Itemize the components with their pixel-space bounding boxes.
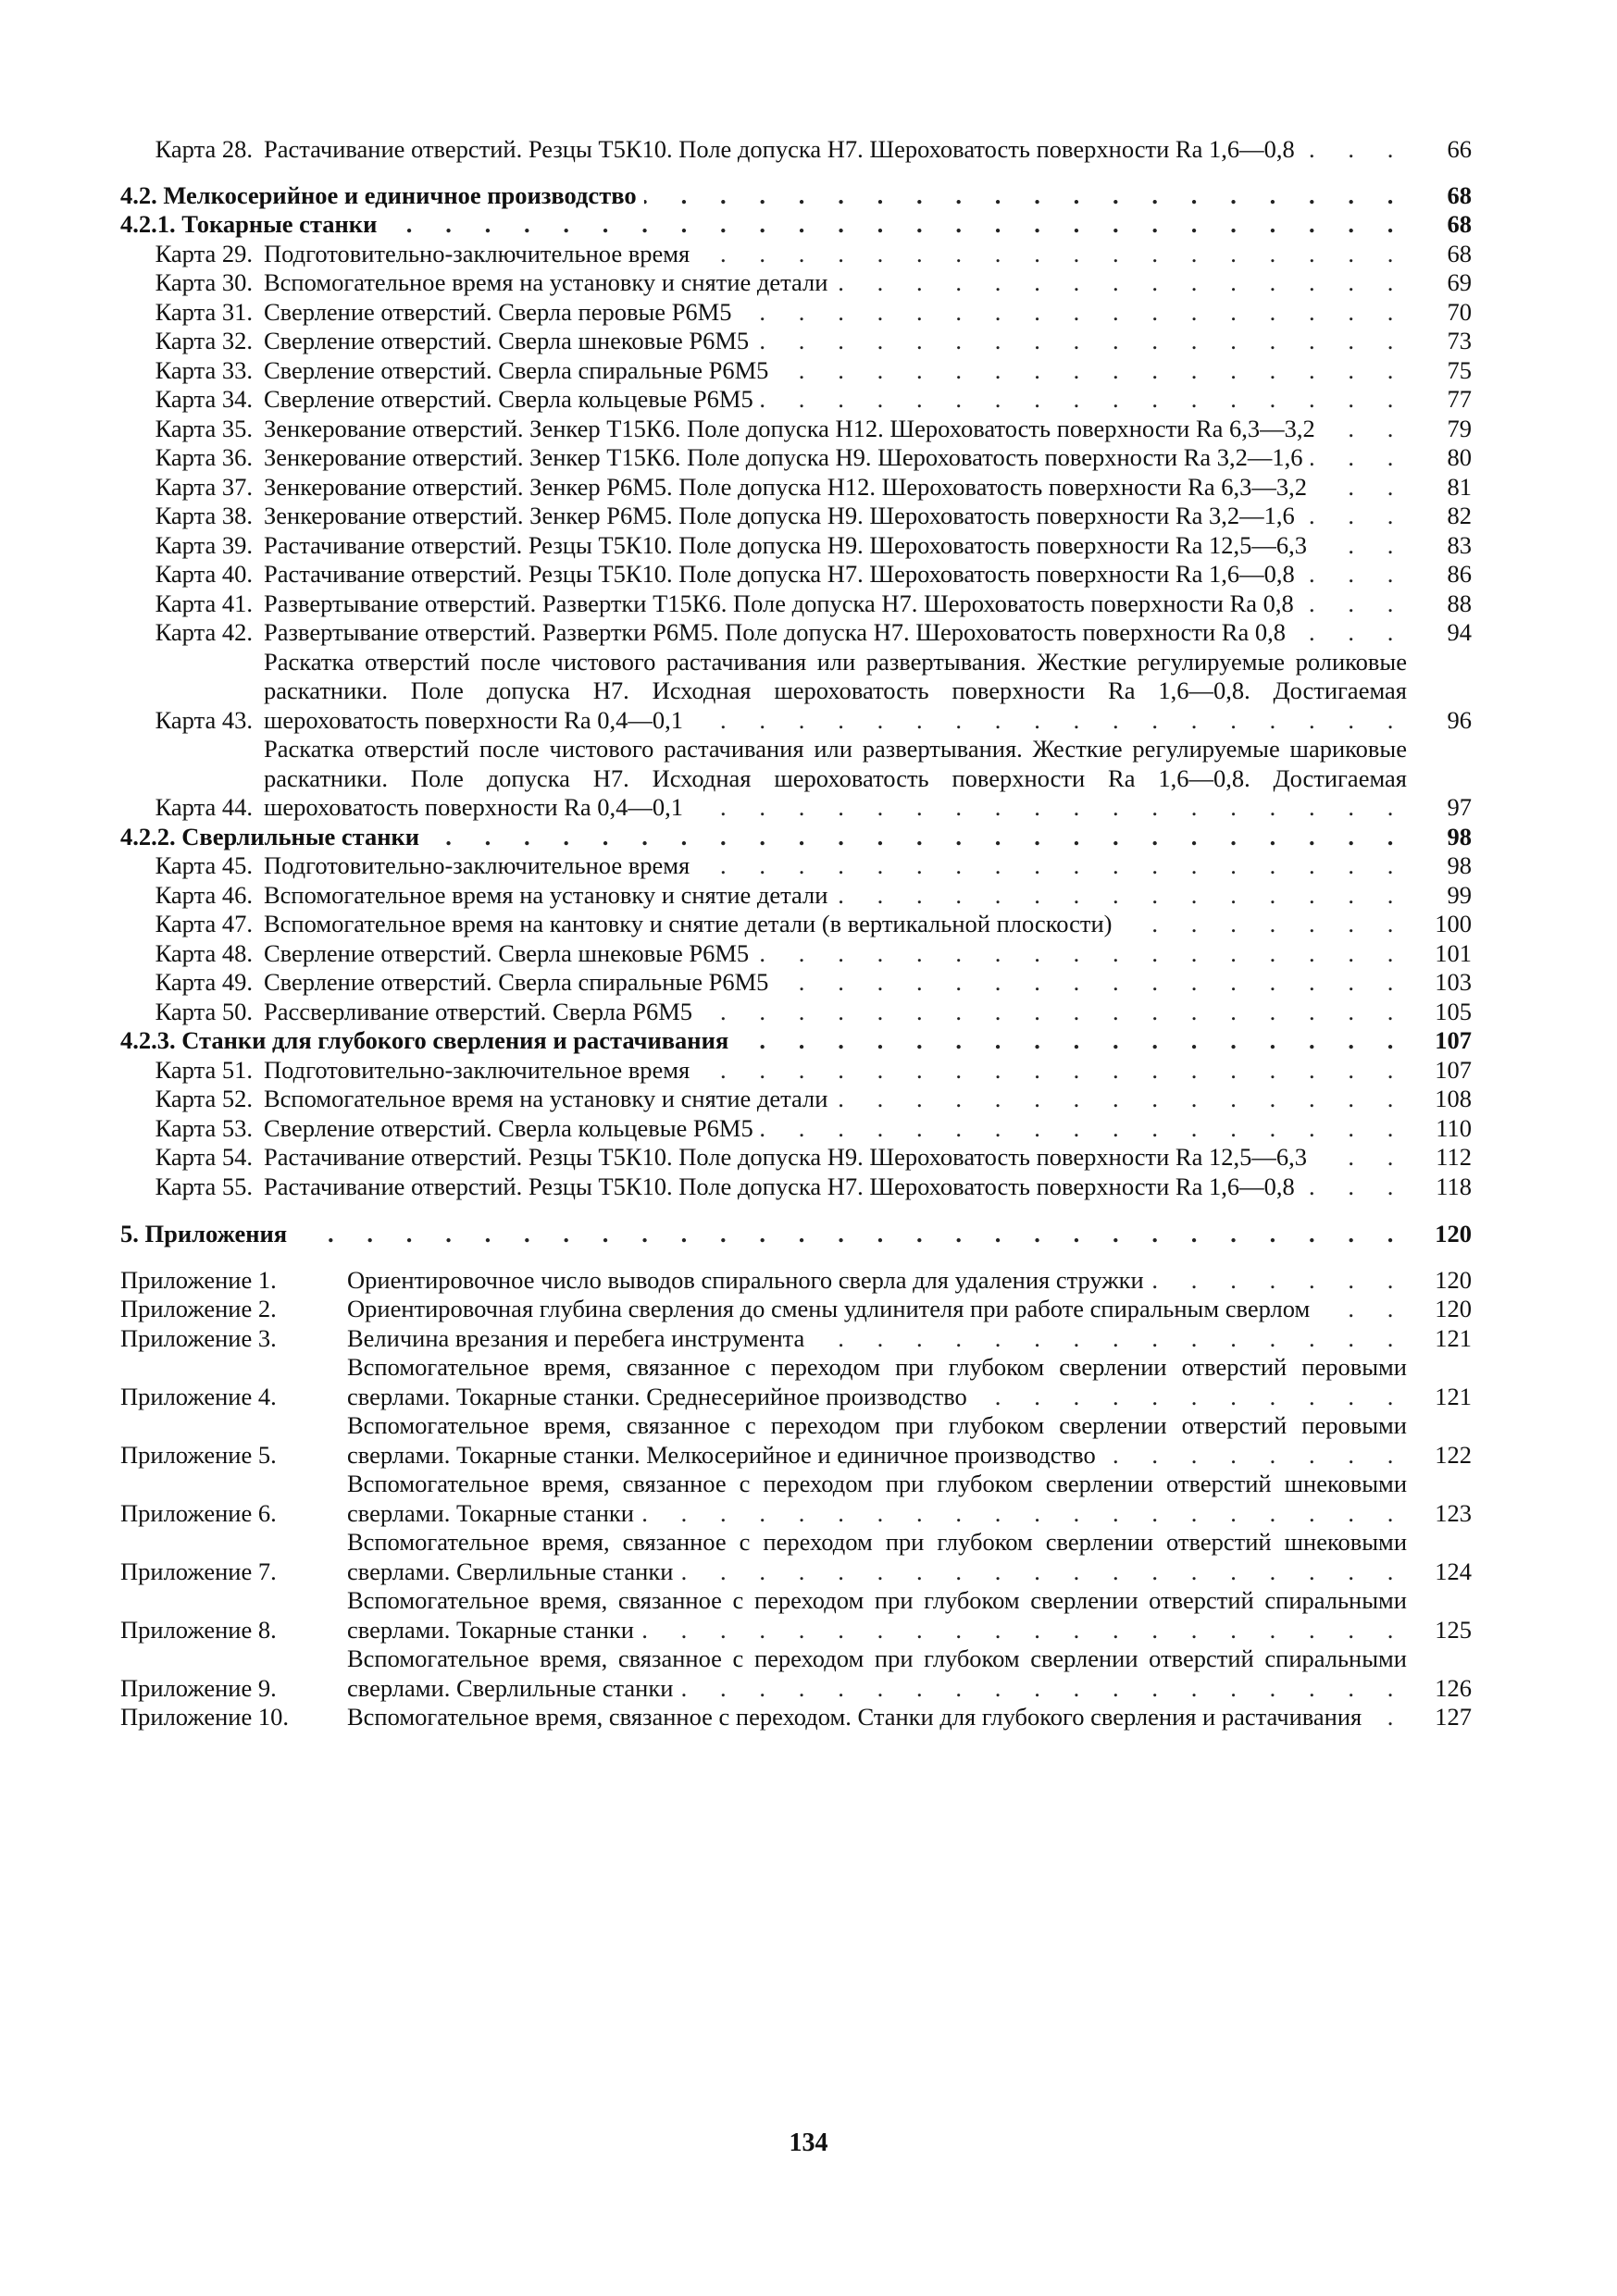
entry-label: Карта 35.: [155, 414, 253, 442]
entry-title-text: Зенкерование отверстий. Зенкер Р6М5. Поле допуска Н12. Шероховатость поверхности Ra 6,3—3,2: [264, 473, 1314, 501]
entry-title-text: Зенкерование отверстий. Зенкер Т15К6. Поле допуска Н9. Шероховатость поверхности Ra 3,2—1,6: [264, 443, 1311, 471]
toc-card-entry: [120, 356, 1472, 386]
entry-title: [347, 1353, 1407, 1411]
entry-label: Карта 48.: [155, 938, 253, 967]
page-ref: 120: [1435, 1220, 1472, 1247]
toc-card-entry: [120, 851, 1472, 881]
entry-title-text: Растачивание отверстий. Резцы Т5К10. Поле допуска Н9. Шероховатость поверхности Ra 12,5—6,3: [264, 531, 1314, 559]
entry-title: [347, 1266, 1407, 1296]
entry-label: Карта 34.: [155, 385, 253, 413]
entry-title-text: Подготовительно-заключительное время: [264, 240, 697, 267]
entry-title-text: Подготовительно-заключительное время: [264, 1056, 697, 1084]
entry-title: [264, 1173, 1407, 1202]
entry-label: Приложение 1.: [120, 1265, 277, 1294]
entry-title-text: Развертывание отверстий. Развертки Р6М5. Поле допуска Н7. Шероховатость поверхности Ra 0,8: [264, 618, 1293, 646]
entry-title: [347, 1470, 1407, 1528]
toc-card-entry: [120, 1056, 1472, 1086]
toc-section-heading: [120, 1220, 1472, 1249]
entry-title: [264, 648, 1407, 736]
section-title: [120, 1220, 1407, 1249]
page-ref: 123: [1435, 1498, 1472, 1527]
toc-card-entry: [120, 415, 1472, 444]
section-title: [120, 181, 1407, 211]
entry-label: Приложение 7.: [120, 1557, 277, 1585]
toc-appendix-entry: [120, 1324, 1472, 1354]
entry-title-text: Вспомогательное время, связанное с переходом при глубоком сверлении отверстий перовыми сверлами. Токарные станки. Мелкосерийное и единичное производство: [347, 1411, 1407, 1469]
page-ref: 105: [1435, 997, 1472, 1025]
entry-title: [264, 240, 1407, 269]
page-ref: 127: [1435, 1703, 1472, 1731]
entry-title-text: Растачивание отверстий. Резцы Т5К10. Поле допуска Н7. Шероховатость поверхности Ra 1,6—0,8: [264, 560, 1302, 588]
entry-title-text: Сверление отверстий. Сверла спиральные Р6М5: [264, 356, 776, 384]
page-ref: 101: [1435, 938, 1472, 967]
entry-label: Карта 55.: [155, 1172, 253, 1200]
page-ref: 66: [1447, 135, 1472, 163]
page-ref: 69: [1447, 268, 1472, 296]
entry-label: Карта 29.: [155, 239, 253, 267]
page-ref: 97: [1447, 793, 1472, 821]
section-title-text: 4.2.3. Станки для глубокого сверления и растачивания: [120, 1026, 736, 1054]
entry-title-text: Вспомогательное время, связанное с переходом при глубоком сверлении отверстий спиральными сверлами. Сверлильные станки: [347, 1644, 1407, 1702]
entry-title-text: Величина врезания и перебега инструмента: [347, 1324, 812, 1352]
entry-label: Карта 32.: [155, 327, 253, 354]
entry-title: [264, 910, 1407, 939]
page-ref: 80: [1447, 443, 1472, 471]
page-ref: 75: [1447, 355, 1472, 384]
entry-title: [264, 415, 1407, 444]
entry-title-text: Зенкерование отверстий. Зенкер Р6М5. Поле допуска Н9. Шероховатость поверхности Ra 3,2—1,6: [264, 502, 1302, 529]
entry-title-text: Развертывание отверстий. Развертки Т15К6. Поле допуска Н7. Шероховатость поверхности Ra 0,8: [264, 590, 1301, 617]
toc-appendix-entry: [120, 1586, 1472, 1644]
entry-title-text: Сверление отверстий. Сверла шнековые Р6М5: [264, 939, 756, 967]
entry-label: Приложение 5.: [120, 1440, 277, 1469]
entry-label: Приложение 9.: [120, 1673, 277, 1702]
toc-card-entry: [120, 939, 1472, 969]
toc-card-entry: [120, 998, 1472, 1027]
page-ref: 94: [1447, 618, 1472, 646]
toc-appendix-entry: [120, 1266, 1472, 1296]
entry-title: [264, 268, 1407, 298]
entry-title: [264, 590, 1407, 619]
page-ref: 68: [1447, 180, 1472, 209]
toc-section-heading: [120, 1026, 1472, 1056]
entry-title: [264, 135, 1407, 165]
page-ref: 110: [1436, 1113, 1472, 1142]
page-ref: 86: [1447, 560, 1472, 588]
section-title-text: 5. Приложения: [120, 1220, 294, 1247]
page-ref: 68: [1447, 239, 1472, 267]
toc-card-entry: [120, 968, 1472, 998]
section-title-text: 4.2.1. Токарные станки: [120, 210, 384, 238]
page-ref: 124: [1435, 1557, 1472, 1585]
page-ref: 96: [1447, 705, 1472, 734]
page-ref: 73: [1447, 327, 1472, 354]
entry-title: [264, 502, 1407, 531]
entry-title-text: Вспомогательное время, связанное с переходом при глубоком сверлении отверстий шнековыми сверлами. Сверлильные станки: [347, 1528, 1407, 1585]
entry-title: [264, 735, 1407, 823]
entry-title-text: Растачивание отверстий. Резцы Т5К10. Поле допуска Н7. Шероховатость поверхности Ra 1,6—0,8: [264, 1173, 1302, 1200]
toc-appendix-entry: [120, 1703, 1472, 1732]
toc-appendix-entry: [120, 1470, 1472, 1528]
toc-card-entry: [120, 268, 1472, 298]
toc-appendix-entry: [120, 1295, 1472, 1324]
entry-label: Карта 31.: [155, 297, 253, 326]
entry-title: [264, 851, 1407, 881]
entry-title-text: Ориентировочная глубина сверления до смены удлинителя при работе спиральным сверлом: [347, 1295, 1317, 1322]
entry-label: Карта 28.: [155, 135, 253, 163]
entry-title-text: Рассверливание отверстий. Сверла Р6М5: [264, 998, 700, 1025]
entry-label: Карта 45.: [155, 851, 253, 879]
entry-title-text: Раскатка отверстий после чистового растачивания или развертывания. Жесткие регулируемые шариковые раскатники. Поле допуска Н7. Исходная шероховатость поверхности Ra 1,6—0,8. Достигаемая шероховатость поверхности Ra 0,4—0,1: [264, 735, 1407, 821]
page-ref: 83: [1447, 530, 1472, 559]
entry-title: [264, 473, 1407, 503]
page-ref: 88: [1447, 589, 1472, 617]
entry-title: [264, 1085, 1407, 1114]
entry-title-text: Ориентировочное число выводов спирального сверла для удаления стружки: [347, 1266, 1151, 1294]
page-ref: 82: [1447, 502, 1472, 529]
page-ref: 103: [1435, 968, 1472, 996]
entry-label: Карта 39.: [155, 530, 253, 559]
page-ref: 68: [1447, 210, 1472, 238]
entry-title-text: Вспомогательное время на установку и снятие детали: [264, 1085, 835, 1112]
entry-label: Карта 50.: [155, 997, 253, 1025]
spacer: [120, 1249, 1472, 1266]
toc-card-entry: [120, 618, 1472, 648]
toc-card-entry: [120, 881, 1472, 911]
section-title: [120, 823, 1407, 852]
spacer: [120, 1201, 1472, 1220]
toc-card-entry: [120, 240, 1472, 269]
section-title: [120, 1026, 1407, 1056]
entry-label: Приложение 3.: [120, 1323, 277, 1352]
entry-label: Карта 38.: [155, 502, 253, 529]
toc-appendix-entry: [120, 1644, 1472, 1703]
entry-title-text: Сверление отверстий. Сверла кольцевые Р6М5: [264, 385, 761, 413]
entry-label: Карта 44.: [155, 793, 253, 821]
page-ref: 107: [1435, 1026, 1472, 1054]
entry-title: [264, 327, 1407, 356]
entry-title: [347, 1528, 1407, 1586]
entry-label: Карта 37.: [155, 472, 253, 501]
entry-title: [264, 298, 1407, 328]
toc-card-entry: [120, 443, 1472, 473]
entry-title-text: Сверление отверстий. Сверла кольцевые Р6М5: [264, 1114, 761, 1142]
page-ref: 121: [1435, 1323, 1472, 1352]
table-of-contents: [120, 135, 1472, 1732]
entry-title-text: Вспомогательное время на кантовку и снятие детали (в вертикальной плоскости): [264, 910, 1119, 937]
section-title-text: 4.2.2. Сверлильные станки: [120, 823, 427, 850]
entry-title-text: Вспомогательное время, связанное с переходом при глубоком сверлении отверстий спиральными сверлами. Токарные станки: [347, 1586, 1407, 1644]
entry-label: Карта 51.: [155, 1055, 253, 1084]
toc-card-entry: [120, 590, 1472, 619]
page-ref: 112: [1436, 1143, 1472, 1171]
entry-title-text: Зенкерование отверстий. Зенкер Т15К6. Поле допуска Н12. Шероховатость поверхности Ra 6,3—3,2: [264, 415, 1323, 442]
entry-label: Карта 49.: [155, 968, 253, 996]
page-ref: 118: [1436, 1172, 1472, 1200]
entry-title-text: Сверление отверстий. Сверла спиральные Р6М5: [264, 968, 776, 996]
entry-title: [347, 1324, 1407, 1354]
toc-appendix-entry: [120, 1411, 1472, 1470]
entry-title-text: Сверление отверстий. Сверла шнековые Р6М5: [264, 327, 756, 354]
entry-label: Приложение 8.: [120, 1615, 277, 1644]
page-ref: 121: [1435, 1382, 1472, 1410]
entry-title: [264, 560, 1407, 590]
toc-card-entry: [120, 735, 1472, 823]
toc-appendix-entry: [120, 1528, 1472, 1586]
page-ref: 108: [1435, 1085, 1472, 1112]
toc-card-entry: [120, 560, 1472, 590]
entry-title-text: Вспомогательное время, связанное с переходом при глубоком сверлении отверстий перовыми сверлами. Токарные станки. Среднесерийное производство: [347, 1353, 1407, 1410]
page-ref: 107: [1435, 1055, 1472, 1084]
entry-title-text: Вспомогательное время на установку и снятие детали: [264, 881, 835, 909]
toc-card-entry: [120, 1114, 1472, 1144]
entry-label: Карта 33.: [155, 355, 253, 384]
page-ref: 98: [1447, 851, 1472, 879]
entry-title: [264, 881, 1407, 911]
entry-title: [347, 1644, 1407, 1703]
entry-title: [264, 1143, 1407, 1173]
entry-title: [347, 1586, 1407, 1644]
entry-title-text: Вспомогательное время, связанное с переходом при глубоком сверлении отверстий шнековыми сверлами. Токарные станки: [347, 1470, 1407, 1527]
page-ref: 99: [1447, 880, 1472, 909]
page-ref: 81: [1447, 472, 1472, 501]
toc-appendix-entry: [120, 1353, 1472, 1411]
entry-title: [347, 1295, 1407, 1324]
entry-title: [264, 385, 1407, 415]
page-ref: 79: [1447, 414, 1472, 442]
page-ref: 120: [1435, 1295, 1472, 1322]
entry-title: [264, 356, 1407, 386]
entry-title: [264, 1056, 1407, 1086]
entry-label: Карта 53.: [155, 1113, 253, 1142]
entry-title: [264, 618, 1407, 648]
entry-title-text: Вспомогательное время на установку и снятие детали: [264, 268, 835, 296]
entry-title-text: Сверление отверстий. Сверла перовые Р6М5: [264, 298, 740, 326]
entry-label: Карта 42.: [155, 618, 253, 646]
entry-label: Приложение 6.: [120, 1498, 277, 1527]
toc-section-heading: [120, 181, 1472, 211]
page-ref: 100: [1435, 910, 1472, 937]
entry-label: Карта 41.: [155, 589, 253, 617]
toc-card-entry: [120, 298, 1472, 328]
entry-label: Карта 54.: [155, 1143, 253, 1171]
entry-title-text: Подготовительно-заключительное время: [264, 851, 697, 879]
entry-label: Карта 52.: [155, 1085, 253, 1112]
section-title: [120, 210, 1407, 240]
toc-section-heading: [120, 210, 1472, 240]
entry-label: Карта 36.: [155, 443, 253, 471]
entry-title-text: Растачивание отверстий. Резцы Т5К10. Поле допуска Н7. Шероховатость поверхности Ra 1,6—0,8: [264, 135, 1302, 163]
entry-label: Приложение 2.: [120, 1295, 277, 1322]
page-number: 134: [789, 2128, 828, 2157]
entry-label: Карта 43.: [155, 705, 253, 734]
entry-title: [264, 531, 1407, 561]
page-ref: 122: [1435, 1440, 1472, 1469]
entry-title: [264, 998, 1407, 1027]
page-ref: 126: [1435, 1673, 1472, 1702]
toc-card-entry: [120, 1085, 1472, 1114]
entry-title: [347, 1703, 1407, 1732]
toc-card-entry: [120, 327, 1472, 356]
entry-label: Приложение 4.: [120, 1382, 277, 1410]
spacer: [120, 165, 1472, 181]
toc-card-entry: [120, 648, 1472, 736]
toc-card-entry: [120, 910, 1472, 939]
entry-label: Карта 47.: [155, 910, 253, 937]
toc-section-heading: [120, 823, 1472, 852]
entry-title: [264, 443, 1407, 473]
entry-title: [347, 1411, 1407, 1470]
page-ref: 98: [1447, 822, 1472, 850]
page-ref: 125: [1435, 1615, 1472, 1644]
section-title-text: 4.2. Мелкосерийное и единичное производство: [120, 181, 644, 209]
toc-card-entry: [120, 473, 1472, 503]
entry-label: Приложение 10.: [120, 1703, 289, 1731]
entry-label: Карта 46.: [155, 880, 253, 909]
entry-label: Карта 30.: [155, 268, 253, 296]
entry-title-text: Растачивание отверстий. Резцы Т5К10. Поле допуска Н9. Шероховатость поверхности Ra 12,5—6,3: [264, 1143, 1314, 1171]
entry-title-text: Раскатка отверстий после чистового растачивания или развертывания. Жесткие регулируемые роликовые раскатники. Поле допуска Н7. Исходная шероховатость поверхности Ra 1,6—0,8. Достигаемая шероховатость поверхности Ra 0,4—0,1: [264, 647, 1407, 734]
page-ref: 70: [1447, 297, 1472, 326]
toc-card-entry: [120, 1143, 1472, 1173]
entry-title-text: Вспомогательное время, связанное с переходом. Станки для глубокого сверления и растачивания: [347, 1703, 1369, 1731]
page-ref: 77: [1447, 385, 1472, 413]
entry-title: [264, 1114, 1407, 1144]
entry-label: Карта 40.: [155, 560, 253, 588]
page-ref: 120: [1435, 1265, 1472, 1294]
toc-card-entry: [120, 531, 1472, 561]
toc-card-entry: [120, 1173, 1472, 1202]
entry-title: [264, 939, 1407, 969]
entry-title: [264, 968, 1407, 998]
toc-card-entry: [120, 385, 1472, 415]
toc-card-entry: [120, 502, 1472, 531]
toc-card-entry: [120, 135, 1472, 165]
